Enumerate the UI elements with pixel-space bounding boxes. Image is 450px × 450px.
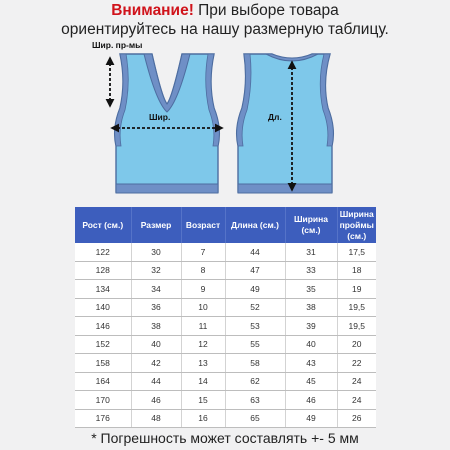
- table-cell: 34: [131, 280, 181, 299]
- table-cell: 20: [337, 335, 376, 354]
- table-cell: 31: [285, 243, 337, 261]
- table-cell: 36: [131, 298, 181, 317]
- vest-back-hem: [238, 184, 332, 193]
- table-cell: 128: [75, 261, 131, 280]
- vest-front-body: [115, 54, 220, 192]
- table-cell: 10: [181, 298, 225, 317]
- table-cell: 38: [285, 298, 337, 317]
- table-row: [75, 372, 376, 391]
- table-cell: 48: [131, 409, 181, 428]
- table-header-row: [75, 207, 376, 243]
- table-cell: 170: [75, 391, 131, 410]
- vest-back: [237, 54, 334, 193]
- table-cell: 158: [75, 354, 131, 373]
- table-cell: 32: [131, 261, 181, 280]
- table-cell: 18: [337, 261, 376, 280]
- table-cell: 62: [225, 372, 285, 391]
- table-cell: 40: [285, 335, 337, 354]
- table-cell: 44: [131, 372, 181, 391]
- table-row: [75, 298, 376, 317]
- table-cell: 35: [285, 280, 337, 299]
- table-row: [75, 280, 376, 299]
- table-cell: 26: [337, 409, 376, 428]
- table-row: [75, 409, 376, 428]
- table-cell: 49: [285, 409, 337, 428]
- table-cell: 33: [285, 261, 337, 280]
- garment-figures: [0, 40, 450, 205]
- table-cell: 19: [337, 280, 376, 299]
- table-cell: 9: [181, 280, 225, 299]
- table-cell: 24: [337, 391, 376, 410]
- table-row: [75, 261, 376, 280]
- table-cell: 38: [131, 317, 181, 336]
- table-cell: 122: [75, 243, 131, 261]
- table-row: [75, 243, 376, 261]
- table-cell: 17,5: [337, 243, 376, 261]
- table-cell: 42: [131, 354, 181, 373]
- table-cell: 43: [285, 354, 337, 373]
- table-row: [75, 317, 376, 336]
- table-cell: 146: [75, 317, 131, 336]
- table-cell: 52: [225, 298, 285, 317]
- table-cell: 8: [181, 261, 225, 280]
- table-cell: 14: [181, 372, 225, 391]
- armhole-width-label: Шир. пр-мы: [92, 40, 143, 50]
- header-line-2: ориентируйтесь на нашу размерную таблицу.: [61, 21, 389, 38]
- size-table: [75, 207, 376, 428]
- table-cell: 47: [225, 261, 285, 280]
- column-header-armhole-width: Ширина проймы (см.): [337, 207, 376, 243]
- column-header-age: Возраст: [181, 207, 225, 243]
- table-cell: 19,5: [337, 317, 376, 336]
- table-cell: 152: [75, 335, 131, 354]
- table-row: [75, 391, 376, 410]
- table-cell: 22: [337, 354, 376, 373]
- table-cell: 46: [131, 391, 181, 410]
- table-cell: 24: [337, 372, 376, 391]
- header: [0, 0, 450, 39]
- length-label: Дл.: [268, 112, 282, 122]
- table-cell: 40: [131, 335, 181, 354]
- header-line-1-text: При выборе товара: [193, 2, 339, 19]
- table-cell: 19,5: [337, 298, 376, 317]
- table-cell: 30: [131, 243, 181, 261]
- table-cell: 13: [181, 354, 225, 373]
- garment-illustration: [0, 40, 450, 205]
- table-cell: 15: [181, 391, 225, 410]
- chest-width-label: Шир.: [149, 112, 171, 122]
- table-cell: 176: [75, 409, 131, 428]
- table-cell: 63: [225, 391, 285, 410]
- header-line-1: [0, 1, 450, 20]
- table-row: [75, 354, 376, 373]
- table-cell: 58: [225, 354, 285, 373]
- table-cell: 140: [75, 298, 131, 317]
- vest-front-hem: [116, 184, 218, 193]
- column-header-width: Ширина (см.): [285, 207, 337, 243]
- column-header-length: Длина (см.): [225, 207, 285, 243]
- vest-front: [115, 54, 220, 193]
- table-cell: 46: [285, 391, 337, 410]
- table-cell: 39: [285, 317, 337, 336]
- table-row: [75, 335, 376, 354]
- table-cell: 45: [285, 372, 337, 391]
- table-cell: 65: [225, 409, 285, 428]
- column-header-height: Рост (см.): [75, 207, 131, 243]
- table-cell: 164: [75, 372, 131, 391]
- table-cell: 53: [225, 317, 285, 336]
- table-cell: 134: [75, 280, 131, 299]
- tolerance-note: * Погрешность может составлять +- 5 мм: [91, 430, 359, 446]
- table-cell: 55: [225, 335, 285, 354]
- table-cell: 44: [225, 243, 285, 261]
- warning-label: Внимание!: [111, 2, 194, 19]
- table-cell: 11: [181, 317, 225, 336]
- column-header-size: Размер: [131, 207, 181, 243]
- table-cell: 49: [225, 280, 285, 299]
- table-cell: 7: [181, 243, 225, 261]
- table-cell: 16: [181, 409, 225, 428]
- table-cell: 12: [181, 335, 225, 354]
